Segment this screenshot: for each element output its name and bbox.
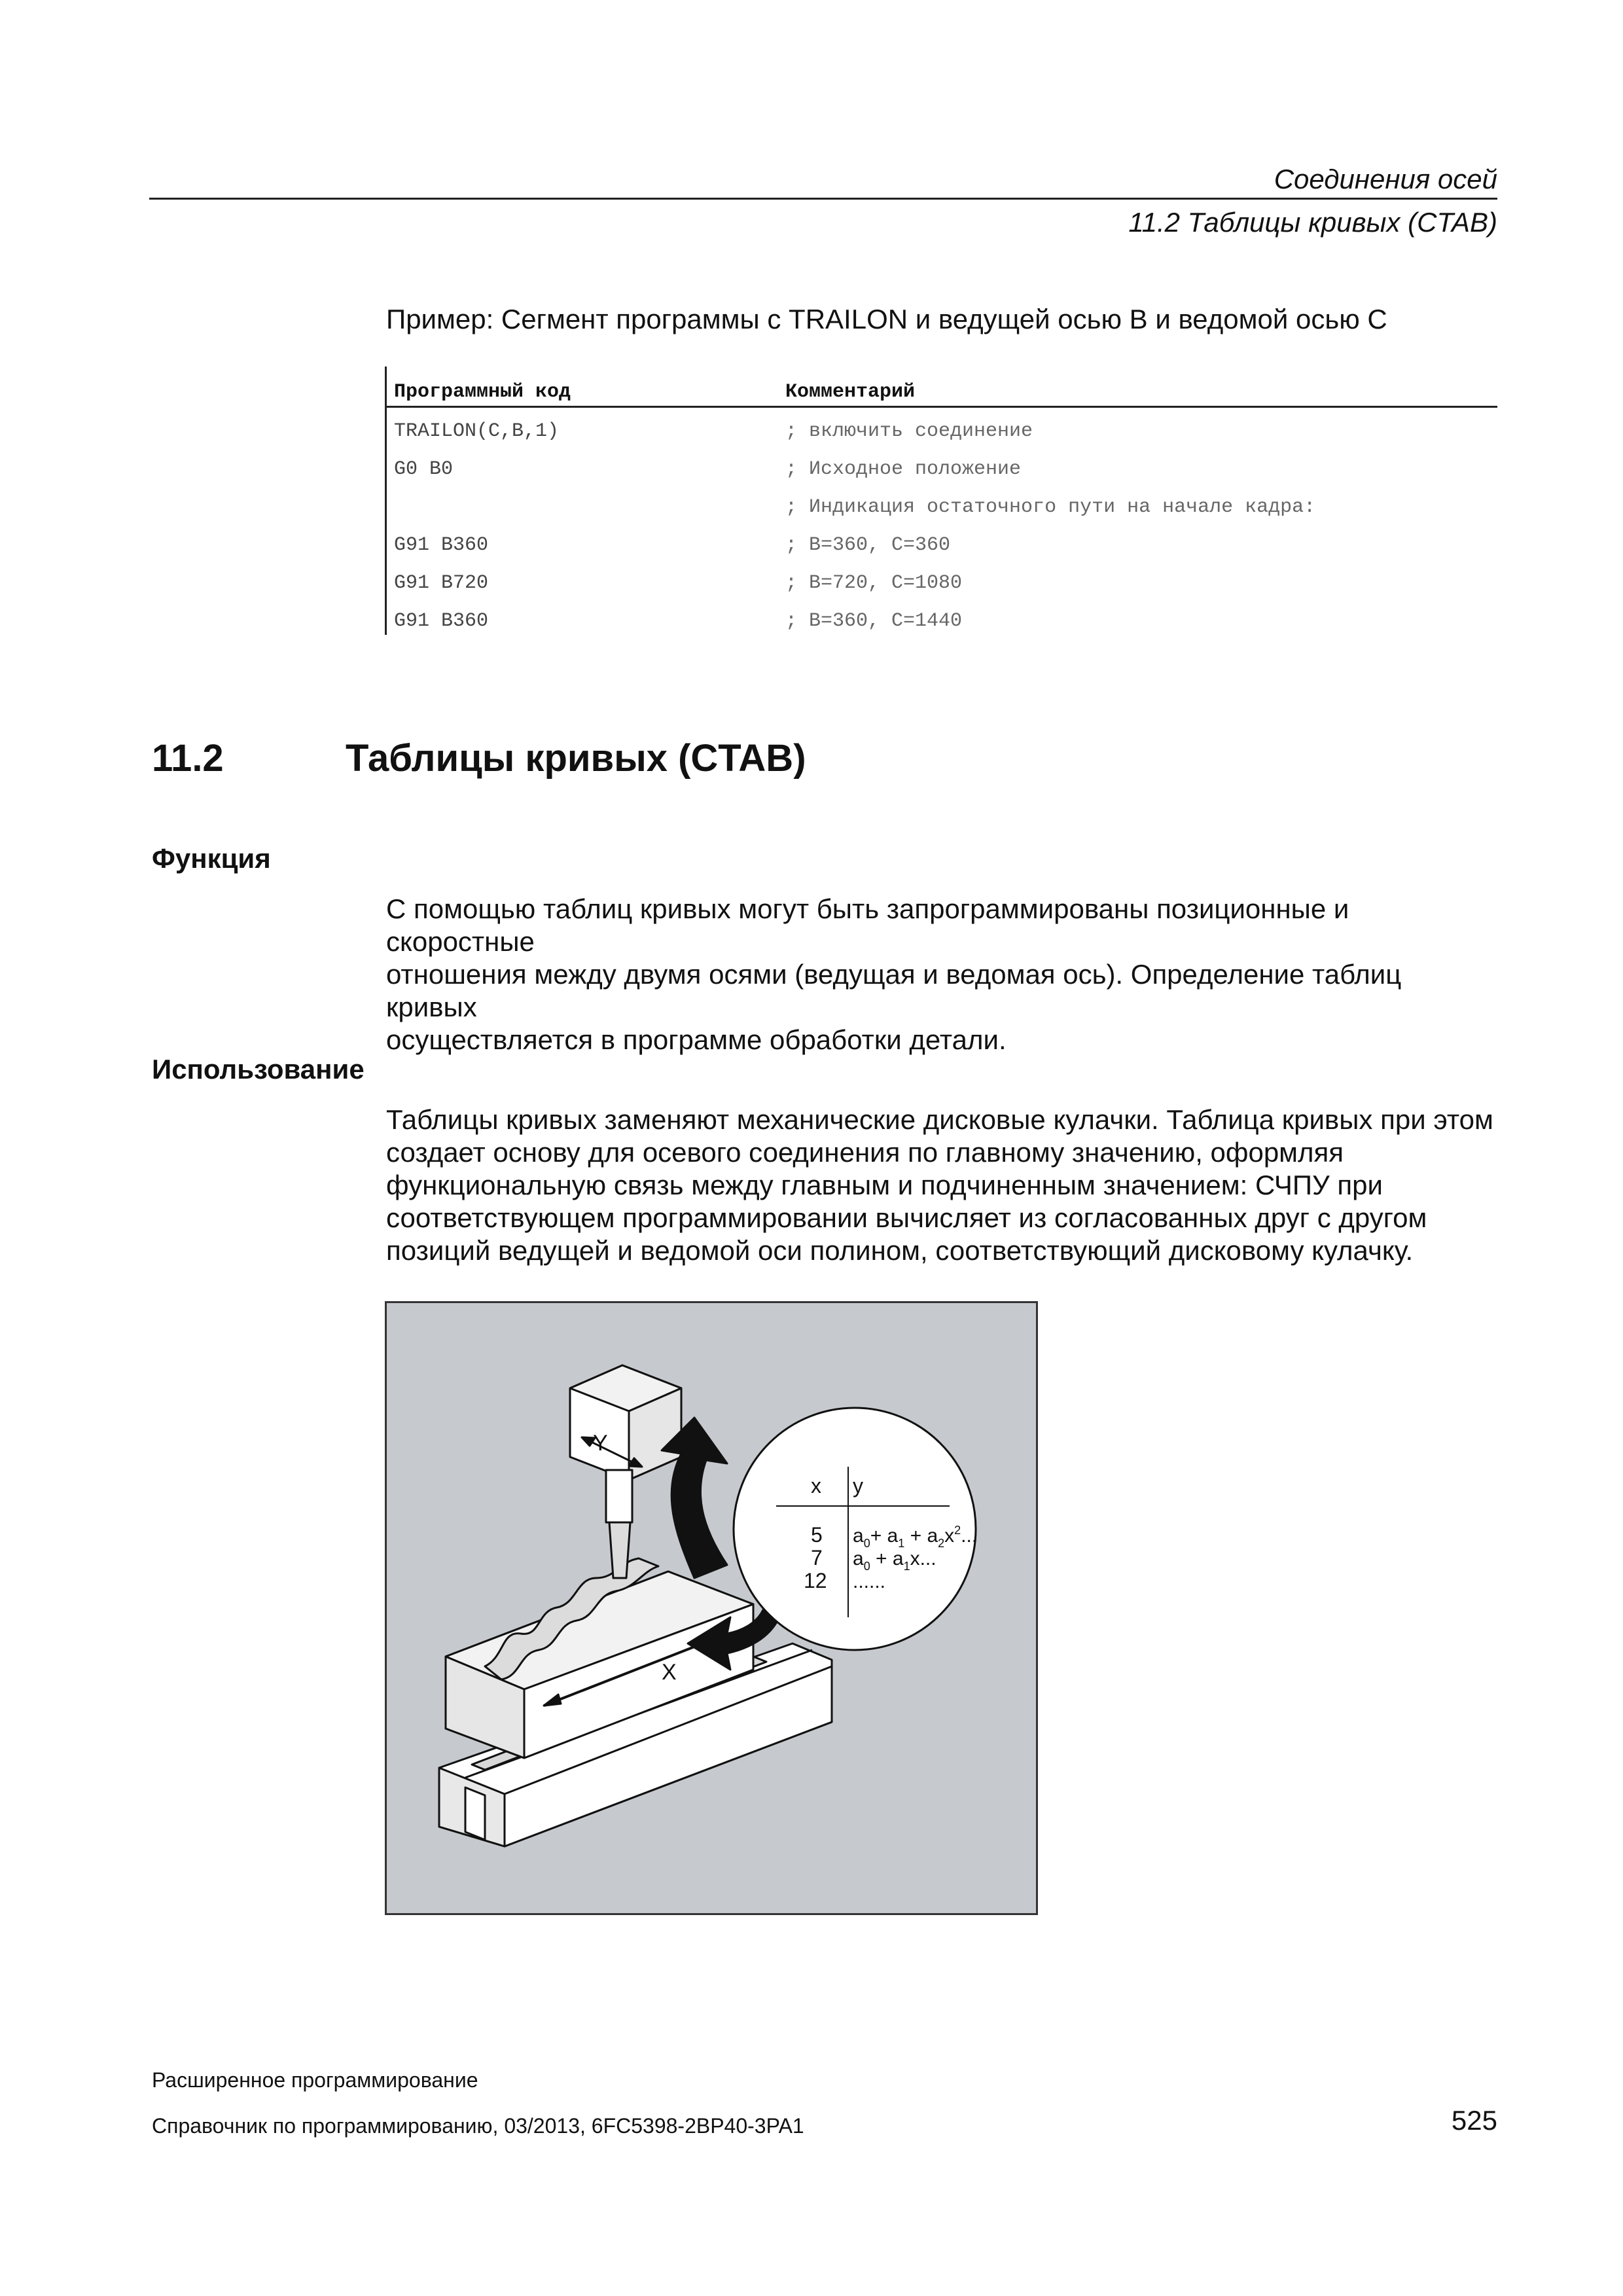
code-cell: TRAILON(C,B,1) (394, 420, 560, 442)
table-row-x: 5 (811, 1523, 823, 1547)
paragraph-line: функциональную связь между главным и подчиненным значением: СЧПУ при (386, 1170, 1383, 1200)
usage-paragraph (386, 1103, 1499, 1267)
function-heading: Функция (152, 843, 271, 874)
curve-table-illustration (385, 1301, 1038, 1915)
axis-x-label: X (662, 1660, 677, 1685)
paragraph-line: позиций ведущей и ведомой оси полином, соответствующий дисковому кулачку. (386, 1235, 1414, 1266)
running-header-section: 11.2 Таблицы кривых (CTAB) (1128, 207, 1497, 238)
comment-cell: ; B=360, C=360 (785, 534, 951, 556)
paragraph-line: создает основу для осевого соединения по главному значению, оформляя (386, 1137, 1344, 1168)
comment-cell: ; Исходное положение (785, 458, 1022, 480)
code-cell: G91 B360 (394, 534, 489, 556)
example-caption: Пример: Сегмент программы с TRAILON и ведущей осью B и ведомой осью C (386, 304, 1387, 334)
table-head-x: x (811, 1474, 821, 1498)
footer-manual-info: Справочник по программированию, 03/2013, 6FC5398-2BP40-3PA1 (152, 2114, 804, 2138)
comment-cell: ; Индикация остаточного пути на начале кадра: (785, 496, 1316, 518)
formula-row-2: $a_0 + a_1x$... (853, 1548, 936, 1573)
table-row-x: 12 (804, 1569, 827, 1592)
paragraph-line: соответствующем программировании вычисляет из согласованных друг с другом (386, 1202, 1427, 1233)
formula-row-1: $a_0+ a_1 + a_2x^2$... (853, 1524, 978, 1550)
section-number: 11.2 (152, 737, 224, 780)
comment-cell: ; B=360, C=1440 (785, 610, 963, 632)
paragraph-line: осуществляется в программе обработки детали. (386, 1024, 1007, 1055)
header-rule (149, 198, 1497, 200)
code-cell: G91 B360 (394, 610, 489, 632)
code-cell: G0 B0 (394, 458, 454, 480)
footer-book-title: Расширенное программирование (152, 2068, 478, 2092)
table-head-y: y (853, 1474, 863, 1498)
machine-diagram (387, 1303, 1038, 1915)
code-table-header-comment: Комментарий (785, 381, 916, 403)
function-paragraph (386, 893, 1499, 1056)
section-title: Таблицы кривых (CTAB) (346, 737, 806, 780)
paragraph-line: С помощью таблиц кривых могут быть запрограммированы позиционные и скоростные (386, 893, 1349, 957)
table-row-x: 7 (811, 1546, 823, 1570)
table-row-y: ...... (853, 1571, 886, 1592)
axis-y-label: Y (593, 1431, 608, 1456)
code-table-header-rule (386, 406, 1497, 408)
paragraph-line: Таблицы кривых заменяют механические дисковые кулачки. Таблица кривых при этом (386, 1104, 1493, 1135)
running-header-chapter: Соединения осей (1274, 164, 1497, 194)
code-cell: G91 B720 (394, 572, 489, 594)
page-number: 525 (1451, 2105, 1497, 2136)
code-table-header-code: Программный код (394, 381, 571, 403)
paragraph-line: отношения между двумя осями (ведущая и ведомая ось). Определение таблиц кривых (386, 959, 1402, 1022)
comment-cell: ; B=720, C=1080 (785, 572, 963, 594)
usage-heading: Использование (152, 1054, 365, 1085)
comment-cell: ; включить соединение (785, 420, 1033, 442)
